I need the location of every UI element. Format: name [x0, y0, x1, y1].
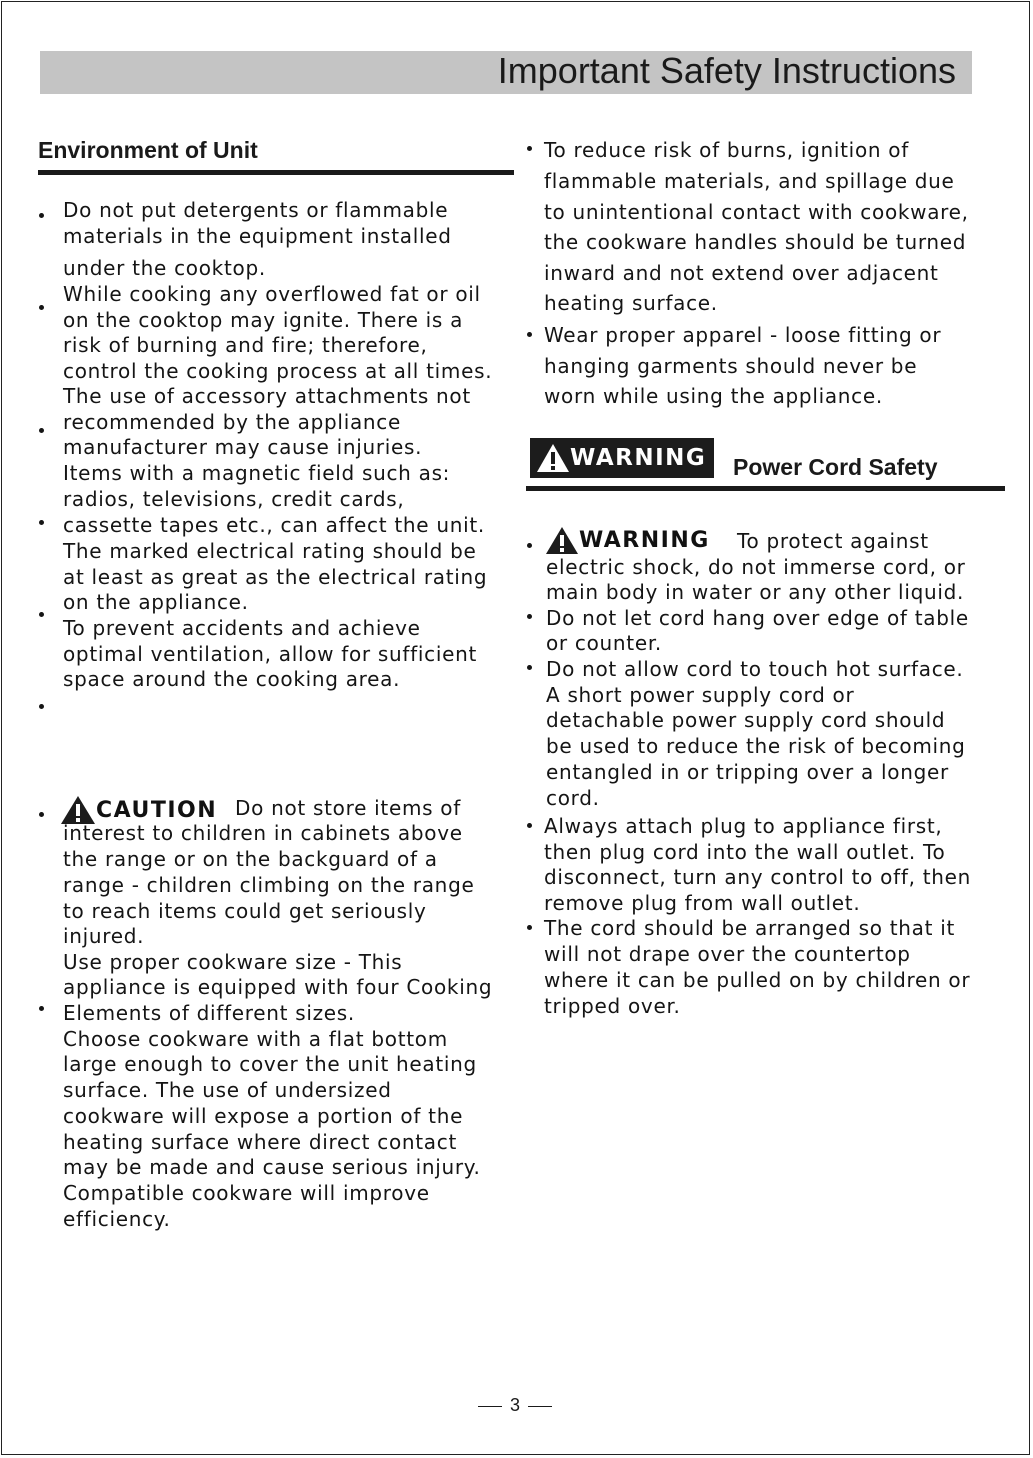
bullet: [527, 665, 532, 670]
warning-badge: [530, 438, 714, 478]
header-bar: [40, 51, 972, 94]
bullet: [39, 1006, 44, 1011]
bullet: [527, 543, 532, 548]
bullet: [527, 614, 532, 619]
section-heading-power-cord: Power Cord Safety: [733, 454, 938, 480]
body-line: While cooking any overflowed fat or oil: [63, 282, 481, 306]
body-line: large enough to cover the unit heating: [63, 1052, 477, 1076]
body-line: injured.: [63, 924, 145, 948]
body-line: Items with a magnetic field such as:: [63, 461, 451, 485]
body-line: the range or on the backguard of a: [63, 847, 438, 871]
body-line: Do not put detergents or flammable: [63, 198, 449, 222]
body-line: cookware will expose a portion of the: [63, 1104, 464, 1128]
body-line: on the appliance.: [63, 590, 249, 614]
bullet: [39, 612, 44, 617]
body-line: Use proper cookware size - This: [63, 950, 403, 974]
warning-triangle-icon: [545, 526, 579, 555]
body-line: Do not let cord hang over edge of table: [546, 606, 969, 630]
body-line: Compatible cookware will improve: [63, 1181, 430, 1205]
bullet: [527, 332, 532, 337]
body-line: The cord should be arranged so that it: [544, 916, 956, 940]
body-line: interest to children in cabinets above: [63, 821, 463, 845]
page-number-dash: [478, 1406, 502, 1408]
page-number-value: 3: [510, 1395, 521, 1415]
inline-warning-badge: [545, 526, 710, 555]
body-line: will not drape over the countertop: [544, 942, 911, 966]
section-heading-environment: Environment of Unit: [38, 137, 258, 163]
body-line: disconnect, turn any control to off, then: [544, 865, 972, 889]
warning-triangle-icon: [536, 443, 570, 473]
body-line: The use of accessory attachments not: [63, 384, 471, 408]
body-line: Choose cookware with a flat bottom: [63, 1027, 448, 1051]
body-line: to unintentional contact with cookware,: [544, 200, 969, 224]
body-line: risk of burning and fire; therefore,: [63, 333, 428, 357]
body-line: The marked electrical rating should be: [63, 539, 477, 563]
body-line: optimal ventilation, allow for sufficient: [63, 642, 478, 666]
body-line: main body in water or any other liquid.: [546, 580, 965, 604]
body-line: inward and not extend over adjacent: [544, 261, 939, 285]
body-line: appliance is equipped with four Cooking: [63, 975, 493, 999]
body-line: efficiency.: [63, 1207, 171, 1231]
body-line: To protect against: [737, 529, 929, 553]
body-line: detachable power supply cord should: [546, 708, 946, 732]
section-rule-power-cord: [526, 486, 1005, 491]
body-line: heating surface where direct contact: [63, 1130, 457, 1154]
bullet: [39, 520, 44, 525]
body-line: at least as great as the electrical rating: [63, 565, 488, 589]
body-line: radios, televisions, credit cards,: [63, 487, 405, 511]
body-line: Do not allow cord to touch hot surface.: [546, 657, 964, 681]
bullet: [39, 428, 44, 433]
body-line: cord.: [546, 786, 600, 810]
body-line: Do not store items of: [235, 796, 461, 820]
page-number: [470, 1395, 560, 1416]
body-line: heating surface.: [544, 291, 718, 315]
body-line: flammable materials, and spillage due: [544, 169, 955, 193]
body-line: to reach items could get seriously: [63, 899, 427, 923]
bullet: [39, 704, 44, 709]
body-line: surface. The use of undersized: [63, 1078, 392, 1102]
body-line: under the cooktop.: [63, 256, 266, 280]
bullet: [527, 925, 532, 930]
bullet: [527, 823, 532, 828]
bullet: [39, 213, 44, 218]
body-line: may be made and cause serious injury.: [63, 1155, 481, 1179]
body-line: or counter.: [546, 631, 662, 655]
body-line: entangled in or tripping over a longer: [546, 760, 949, 784]
body-line: worn while using the appliance.: [544, 384, 883, 408]
inline-warning-label: WARNING: [579, 528, 710, 553]
body-line: the cookware handles should be turned: [544, 230, 967, 254]
body-line: To prevent accidents and achieve: [63, 616, 421, 640]
page-title: Important Safety Instructions: [497, 50, 956, 91]
section-rule-environment: [38, 170, 514, 175]
body-line: range - children climbing on the range: [63, 873, 475, 897]
caution-label: CAUTION: [96, 797, 218, 823]
body-line: Elements of different sizes.: [63, 1001, 355, 1025]
page-number-dash: [528, 1406, 552, 1408]
body-line: hanging garments should never be: [544, 354, 918, 378]
bullet: [39, 812, 44, 817]
warning-label: WARNING: [570, 445, 707, 471]
body-line: cassette tapes etc., can affect the unit.: [63, 513, 485, 537]
body-line: Wear proper apparel - loose fitting or: [544, 323, 942, 347]
bullet: [39, 305, 44, 310]
body-line: remove plug from wall outlet.: [544, 891, 861, 915]
body-line: manufacturer may cause injuries.: [63, 435, 423, 459]
body-line: be used to reduce the risk of becoming: [546, 734, 966, 758]
body-line: where it can be pulled on by children or: [544, 968, 971, 992]
body-line: space around the cooking area.: [63, 667, 401, 691]
body-line: materials in the equipment installed: [63, 224, 452, 248]
body-line: electric shock, do not immerse cord, or: [546, 555, 966, 579]
body-line: To reduce risk of burns, ignition of: [544, 138, 909, 162]
body-line: on the cooktop may ignite. There is a: [63, 308, 464, 332]
body-line: A short power supply cord or: [546, 683, 855, 707]
body-line: then plug cord into the wall outlet. To: [544, 840, 946, 864]
bullet: [527, 146, 532, 151]
body-line: tripped over.: [544, 994, 681, 1018]
body-line: Always attach plug to appliance first,: [544, 814, 943, 838]
body-line: recommended by the appliance: [63, 410, 401, 434]
body-line: control the cooking process at all times.: [63, 359, 493, 383]
